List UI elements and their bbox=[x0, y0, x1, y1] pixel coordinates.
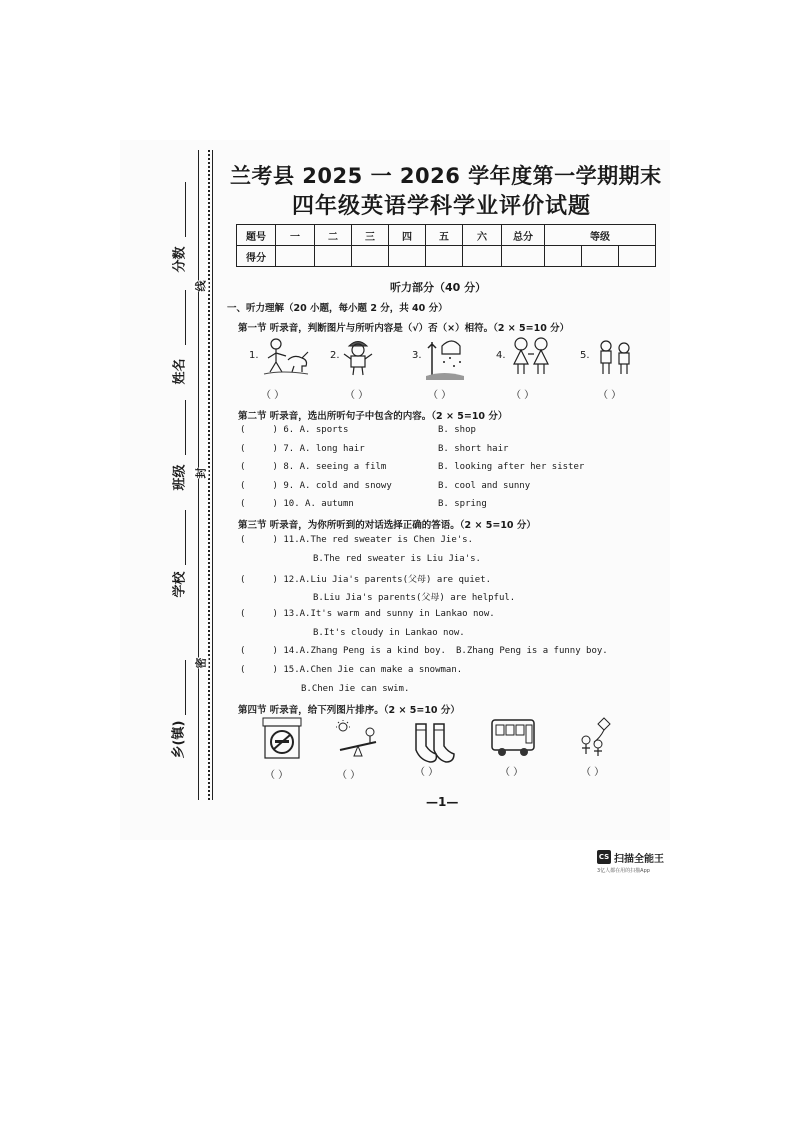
list-item bbox=[240, 425, 348, 435]
exam-title-line1: 兰考县 2025 一 2026 学年度第一学期期末 bbox=[230, 164, 662, 188]
item-number: 10. bbox=[283, 499, 300, 509]
blank-line-score bbox=[185, 182, 186, 237]
score-cell-5[interactable] bbox=[426, 246, 463, 267]
item-number: 6. bbox=[283, 425, 295, 435]
section-heading: 一、听力理解（20 小题，每小题 2 分，共 40 分） bbox=[227, 303, 448, 314]
score-table-cell: 四 bbox=[389, 225, 426, 246]
s3-heading: 第三节 听录音，为你所听到的对话选择正确的答语。（2 × 5=10 分） bbox=[238, 520, 536, 531]
blank-line-school bbox=[185, 510, 186, 565]
score-table bbox=[236, 224, 656, 267]
s1-number: 2. bbox=[330, 350, 340, 361]
item-number: 12. bbox=[283, 575, 300, 585]
list-item bbox=[240, 646, 446, 656]
seal-char-secret: 密 bbox=[194, 657, 208, 669]
score-cell-4[interactable] bbox=[389, 246, 426, 267]
option-b: B. looking after her sister bbox=[438, 462, 585, 472]
option-b: B.The red sweater is Liu Jia's. bbox=[313, 554, 481, 564]
answer-blank[interactable]: ( ) bbox=[240, 609, 278, 619]
page-number: —1— bbox=[426, 795, 459, 809]
snowy-tree-picture bbox=[424, 334, 466, 382]
item-number: 14. bbox=[283, 646, 300, 656]
scanner-app-name: 扫描全能王 bbox=[614, 854, 664, 865]
item-number: 15. bbox=[283, 665, 300, 675]
answer-blank[interactable]: ( ) bbox=[240, 462, 278, 472]
s4-answer-blank[interactable]: （ ） bbox=[581, 767, 605, 778]
part-title: 听力部分（40 分） bbox=[390, 281, 487, 294]
option-a: A. autumn bbox=[305, 499, 354, 509]
margin-label-name: 姓名 bbox=[172, 358, 188, 385]
blank-line-town bbox=[185, 660, 186, 715]
s1-answer-blank[interactable]: （ ） bbox=[428, 390, 452, 401]
answer-blank[interactable]: ( ) bbox=[240, 499, 278, 509]
option-a: A.Zhang Peng is a kind boy. bbox=[299, 646, 446, 656]
grade-cell-2[interactable] bbox=[582, 246, 619, 267]
item-number: 9. bbox=[283, 481, 295, 491]
option-a: A.Chen Jie can make a snowman. bbox=[299, 665, 463, 675]
scanner-tagline: 3亿人都在用的扫描App bbox=[597, 868, 650, 874]
s4-answer-blank[interactable]: （ ） bbox=[415, 767, 439, 778]
s1-number: 4. bbox=[496, 350, 506, 361]
option-a: A.It's warm and sunny in Lankao now. bbox=[299, 609, 495, 619]
option-b: B. spring bbox=[438, 499, 487, 509]
s1-heading: 第一节 听录音，判断图片与所听内容是（√）否（×）相符。（2 × 5=10 分） bbox=[238, 323, 570, 334]
score-table-cell: 等级 bbox=[545, 225, 656, 246]
score-table-header-row bbox=[237, 225, 656, 246]
margin-label-town: 乡(镇) bbox=[171, 720, 187, 759]
score-table-score-row bbox=[237, 246, 656, 267]
margin-label-score: 分数 bbox=[172, 246, 188, 273]
answer-blank[interactable]: ( ) bbox=[240, 535, 278, 545]
answer-blank[interactable]: ( ) bbox=[240, 575, 278, 585]
option-b: B. cool and sunny bbox=[438, 481, 531, 491]
item-number: 8. bbox=[283, 462, 295, 472]
list-item bbox=[240, 444, 365, 454]
seal-char-line: 线 bbox=[194, 280, 208, 292]
s1-number: 5. bbox=[580, 350, 590, 361]
option-a: A. long hair bbox=[299, 444, 365, 454]
margin-line-outer bbox=[212, 150, 213, 800]
s4-heading: 第四节 听录音，给下列图片排序。（2 × 5=10 分） bbox=[238, 705, 460, 716]
s1-answer-blank[interactable]: （ ） bbox=[261, 390, 285, 401]
option-b: B.Chen Jie can swim. bbox=[301, 684, 410, 694]
score-cell-2[interactable] bbox=[315, 246, 352, 267]
list-item bbox=[240, 499, 354, 509]
s1-answer-blank[interactable]: （ ） bbox=[511, 390, 535, 401]
list-item bbox=[240, 665, 462, 675]
bus-picture bbox=[490, 716, 536, 758]
score-table-cell: 得分 bbox=[237, 246, 276, 267]
option-b: B.Liu Jia's parents(父母) are helpful. bbox=[313, 593, 516, 603]
option-b: B. short hair bbox=[438, 444, 509, 454]
option-b: B.It's cloudy in Lankao now. bbox=[313, 628, 465, 638]
option-a: A.Liu Jia's parents(父母) are quiet. bbox=[299, 575, 492, 585]
option-a: A. seeing a film bbox=[299, 462, 387, 472]
child-walking-dog-picture bbox=[262, 336, 312, 376]
s1-answer-blank[interactable]: （ ） bbox=[345, 390, 369, 401]
margin-label-school: 学校 bbox=[172, 571, 188, 598]
option-b: B. shop bbox=[438, 425, 476, 435]
score-cell-3[interactable] bbox=[352, 246, 389, 267]
margin-label-class: 班级 bbox=[172, 464, 188, 491]
exam-title-line2: 四年级英语学科学业评价试题 bbox=[292, 194, 592, 219]
score-cell-total[interactable] bbox=[502, 246, 545, 267]
no-smoking-sign-picture bbox=[261, 716, 303, 762]
seal-char-seal: 封 bbox=[194, 467, 208, 479]
scanner-logo-icon: CS bbox=[597, 850, 611, 864]
score-cell-1[interactable] bbox=[276, 246, 315, 267]
answer-blank[interactable]: ( ) bbox=[240, 481, 278, 491]
option-a: A. cold and snowy bbox=[299, 481, 392, 491]
option-a: A. sports bbox=[299, 425, 349, 435]
score-table-cell: 一 bbox=[276, 225, 315, 246]
list-item bbox=[240, 535, 473, 545]
s4-answer-blank[interactable]: （ ） bbox=[337, 770, 361, 781]
score-table-cell: 总分 bbox=[502, 225, 545, 246]
item-number: 7. bbox=[283, 444, 295, 454]
score-table-cell: 六 bbox=[463, 225, 502, 246]
two-boys-picture bbox=[596, 338, 636, 376]
boy-construction-worker-picture bbox=[340, 336, 376, 376]
children-with-kite-picture bbox=[574, 716, 618, 758]
s4-answer-blank[interactable]: （ ） bbox=[500, 767, 524, 778]
score-table-cell: 二 bbox=[315, 225, 352, 246]
two-girls-picture bbox=[508, 336, 554, 376]
socks-picture bbox=[410, 720, 456, 766]
list-item bbox=[240, 481, 392, 491]
blank-line-name bbox=[185, 290, 186, 345]
option-a: A.The red sweater is Chen Jie's. bbox=[299, 535, 474, 545]
answer-blank[interactable]: ( ) bbox=[240, 444, 278, 454]
s1-number: 3. bbox=[412, 350, 422, 361]
s2-heading: 第二节 听录音，选出所听句子中包含的内容。（2 × 5=10 分） bbox=[238, 411, 508, 422]
s1-number: 1. bbox=[249, 350, 259, 361]
score-table-cell: 三 bbox=[352, 225, 389, 246]
score-table-cell: 题号 bbox=[237, 225, 276, 246]
answer-blank[interactable]: ( ) bbox=[240, 646, 278, 656]
option-b: B.Zhang Peng is a funny boy. bbox=[456, 646, 608, 656]
grade-cell-3[interactable] bbox=[619, 246, 656, 267]
item-number: 13. bbox=[283, 609, 300, 619]
answer-blank[interactable]: ( ) bbox=[240, 665, 278, 675]
list-item bbox=[240, 462, 386, 472]
score-cell-6[interactable] bbox=[463, 246, 502, 267]
grade-cell-1[interactable] bbox=[545, 246, 582, 267]
answer-blank[interactable]: ( ) bbox=[240, 425, 278, 435]
score-table-cell: 五 bbox=[426, 225, 463, 246]
seesaw-picture bbox=[336, 720, 380, 760]
list-item bbox=[240, 572, 491, 585]
list-item bbox=[240, 609, 495, 619]
item-number: 11. bbox=[283, 535, 300, 545]
s4-answer-blank[interactable]: （ ） bbox=[265, 770, 289, 781]
blank-line-class bbox=[185, 400, 186, 455]
s1-answer-blank[interactable]: （ ） bbox=[598, 390, 622, 401]
